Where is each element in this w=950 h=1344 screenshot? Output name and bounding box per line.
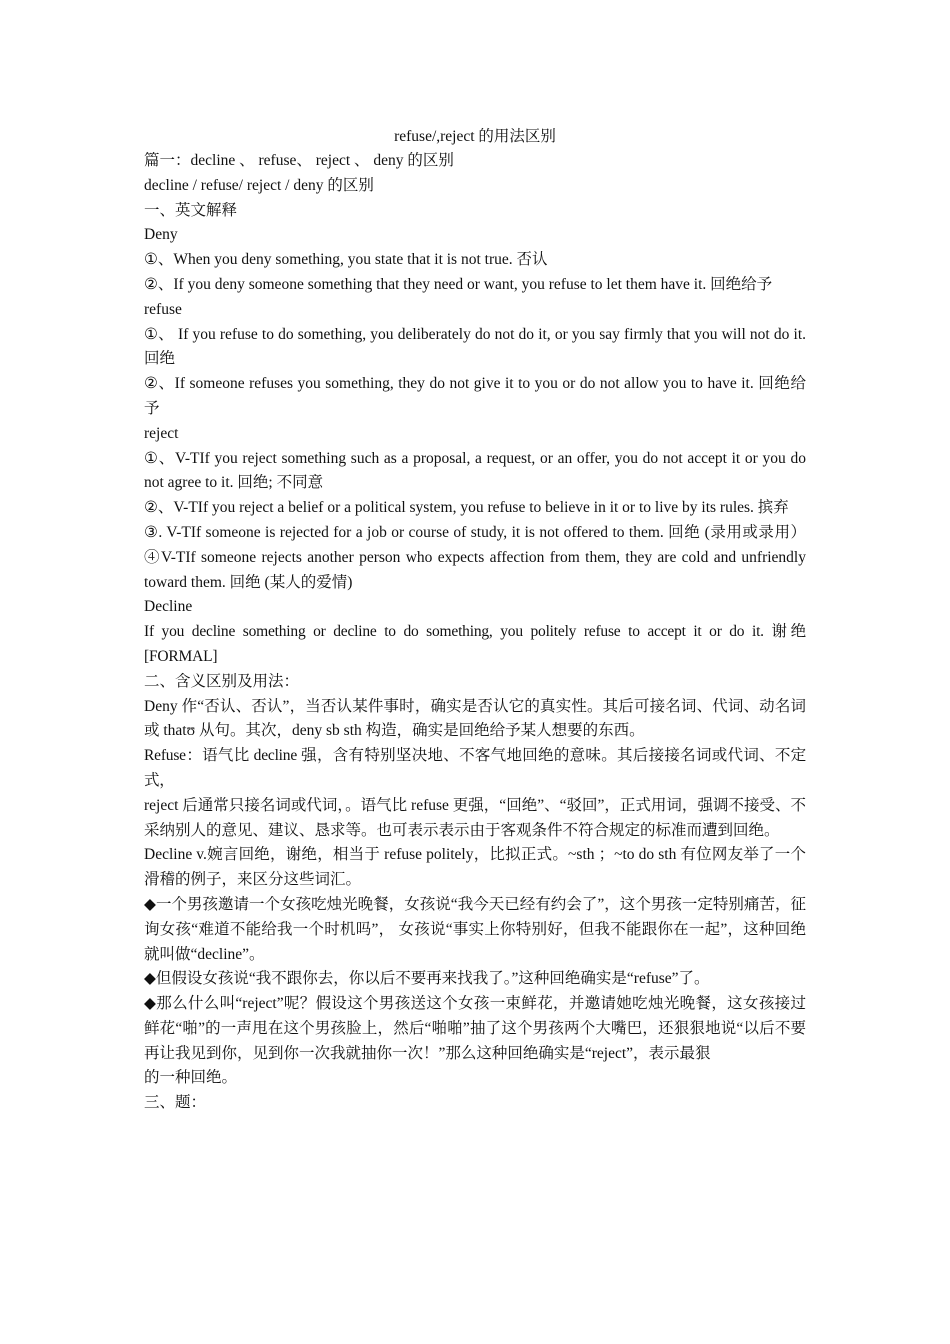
- example-reject-end: 的一种回绝。: [144, 1069, 238, 1087]
- section-heading-part1: 篇一：decline 、 refuse、 reject 、 deny 的区别: [144, 152, 454, 169]
- document-body: [144, 149, 806, 1116]
- subheading: decline / refuse/ reject / deny 的区别: [144, 176, 374, 194]
- section-heading-usage: 二、含义区别及用法：: [144, 672, 300, 690]
- decline-definition: If you decline something or decline to do something, you politely refuse to accept it or do it. 谢绝 [FORMAL]: [144, 623, 806, 665]
- refuse-definition-2: ②、If someone refuses you something, they do not give it to you or do not allow you to have it. 回绝给予: [144, 375, 806, 417]
- term-refuse: refuse: [144, 300, 182, 318]
- usage-deny: Deny 作“否认、否认”，当否认某件事时，确实是否认它的真实性。其后可接名词、代词、动名词或 thatʊ 从句。其次，deny sb sth 构造，确实是回绝给予某人想要的东西。: [144, 697, 806, 740]
- usage-refuse: Refuse：语气比 decline 强，含有特别坚决地、不客气地回绝的意味。其后接接名词或代词、不定式，: [144, 747, 806, 789]
- section-heading-english: 一、英文解释: [144, 201, 238, 219]
- term-decline: Decline: [144, 598, 193, 616]
- term-deny: Deny: [144, 226, 178, 244]
- term-reject: reject: [144, 424, 179, 442]
- section-heading-exercises: 三、题：: [144, 1094, 207, 1112]
- deny-definition-1: ①、When you deny something, you state that it is not true. 否认: [144, 251, 548, 269]
- deny-definition-2: ②、If you deny someone something that they need or want, you refuse to let them have it. 回绝给予: [144, 275, 773, 293]
- reject-definition-2: ②、V-TIf you reject a belief or a political system, you refuse to believe in it or to live by its rules. 摈弃: [144, 499, 789, 517]
- reject-definition-3-4: ③. V-TIf someone is rejected for a job or course of study, it is not offered to them. 回绝 (录用或录用） ④V-TIf someone rejects another person who expects affection from them, they are cold and unfriendly toward them. 回绝 (某人的爱情): [144, 523, 806, 591]
- reject-definition-1: ①、V-TIf you reject something such as a proposal, a request, or an offer, you do not accept it or you do not agree to it. 回绝; 不同意: [144, 449, 806, 492]
- usage-decline: Decline v.婉言回绝，谢绝，相当于 refuse politely，比拟正式。~sth ；~to do sth 有位网友举了一个滑稽的例子，来区分这些词汇。: [144, 846, 806, 889]
- document-title: refuse/,reject 的用法区别: [394, 128, 556, 145]
- usage-reject: reject 后通常只接名词或代词，。语气比 refuse 更强，“回绝”、“驳回”，正式用词，强调不接受、不采纳别人的意见、建议、恳求等。也可表示表示由于客观条件不符合规定的标准而遭到回绝。: [144, 796, 806, 839]
- example-decline: ◆一个男孩邀请一个女孩吃烛光晚餐，女孩说“我今天已经有约会了”，这个男孩一定特别痛苦，征询女孩“难道不能给我一个时机吗”， 女孩说“事实上你特别好，但我不能跟你在一起”，这种回绝就叫做“decline”。: [144, 895, 806, 963]
- refuse-definition-1: ①、 If you refuse to do something, you deliberately do not do it, or you say firmly that you will not do it. 回绝: [144, 325, 806, 368]
- example-refuse: ◆但假设女孩说“我不跟你去，你以后不要再来找我了。”这种回绝确实是“refuse”了。: [144, 970, 710, 988]
- example-reject: ◆那么什么叫“reject”呢？假设这个男孩送这个女孩一束鲜花，并邀请她吃烛光晚餐，这女孩接过鲜花“啪”的一声甩在这个男孩脸上，然后“啪啪”抽了这个男孩两个大嘴巴，还狠狠地说“以后不要再让我见到你，见到你一次我就抽你一次！”那么这种回绝确实是“reject”，表示最狠: [144, 995, 806, 1062]
